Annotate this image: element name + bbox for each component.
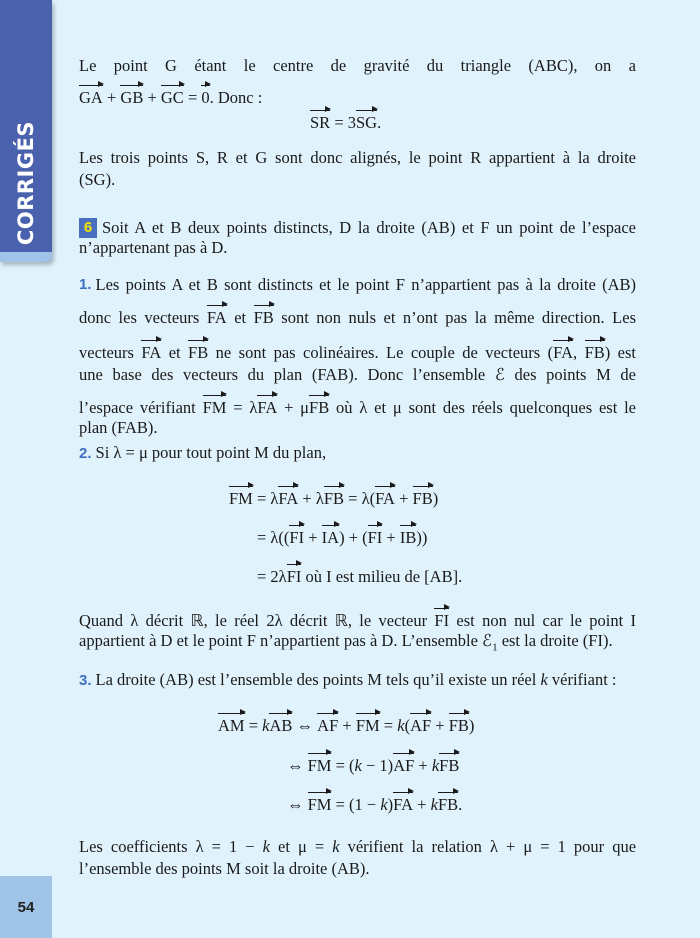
question-number: 1. (79, 276, 92, 293)
text-line: une base des vecteurs du plan (FAB). Donc l’ensemble ℰ des points M de (79, 365, 636, 384)
variable: k (262, 837, 270, 856)
equation-row: ⇔ FM = (1 − k)FA + kFB. (287, 795, 463, 814)
vector: FA (278, 489, 299, 508)
section-label: CORRIGÉS (14, 120, 38, 246)
vector: FB (253, 308, 274, 327)
variable: k (397, 716, 405, 735)
exercise-6-line (79, 218, 636, 238)
question-3-line (79, 670, 636, 691)
text-line: appartient à D et le point F n’appartient pas à D. L’ensemble ℰ$_1$ est la droite (FI). (79, 631, 613, 654)
vector: SG (356, 113, 378, 132)
text-line: Les points A et B sont distincts et le point F n’appartient pas à la droite (AB) (95, 275, 636, 294)
vector: FB (412, 489, 433, 508)
vector: FM (307, 756, 332, 775)
text-line: GA + GB + GC = 0. Donc : (79, 88, 263, 107)
exercise-number-badge: 6 (79, 218, 97, 238)
vector: IA (321, 528, 340, 547)
text-line: donc les vecteurs FA et FB sont non nuls et n’ont pas la même direction. Les (79, 308, 636, 327)
vector: FA (553, 343, 573, 362)
vector: AF (317, 716, 339, 735)
vector: FM (202, 398, 227, 417)
variable: k (332, 837, 340, 856)
page-number: 54 (17, 899, 35, 916)
vector: FA (206, 308, 227, 327)
equation-row: FM = λFA + λFB = λ(FA + FB) (229, 489, 439, 508)
equation-row: ⇔ FM = (k − 1)AF + kFB (287, 756, 460, 775)
vector: AB (269, 716, 293, 735)
vector: FA (375, 489, 395, 508)
vector: FB (439, 756, 460, 775)
variable: k (262, 716, 270, 735)
vector: GC (160, 88, 184, 107)
vector: FA (257, 398, 278, 417)
vector: FM (307, 795, 332, 814)
vector: FI (289, 528, 305, 547)
corriges-side-tab (0, 0, 52, 262)
text-line: Les coefficients λ = 1 − k et μ = k vérifient la relation λ + μ = 1 pour que (79, 837, 637, 856)
variable: k (380, 795, 388, 814)
vector: FB (323, 489, 345, 508)
vector: FA (393, 795, 414, 814)
subscript: 1 (492, 641, 498, 654)
tab-band (0, 252, 52, 262)
variable: k (540, 670, 548, 689)
variable: k (354, 756, 362, 775)
equation-row: = 2λFI où I est milieu de [AB]. (257, 567, 463, 586)
vector: GB (120, 88, 144, 107)
vector: GA (79, 88, 103, 107)
text-line: Soit A et B deux points distincts, D la droite (AB) et F un point de l’espace (102, 218, 636, 237)
text-line: vecteurs FA et FB ne sont pas colinéaires. Le couple de vecteurs (FA, FB) est (79, 343, 636, 362)
text-line: Les trois points S, R et G sont donc alignés, le point R appartient à la droite (79, 148, 636, 167)
text-line: Le point G étant le centre de gravité du triangle (ABC), on a (79, 56, 636, 75)
question-2-line (79, 443, 636, 464)
vector: FB (309, 398, 330, 417)
equation-row: AM = kAB ⇔ AF + FM = k(AF + FB) (218, 716, 475, 735)
vector: FM (229, 489, 253, 508)
vector: FB (437, 795, 459, 814)
text-line: plan (FAB). (79, 418, 158, 437)
text-line: l’ensemble des points M soit la droite (AB). (79, 859, 370, 878)
equation: SR = 3SG. (310, 113, 382, 132)
vector: FI (367, 528, 383, 547)
text-line: Quand λ décrit ℝ, le réel 2λ décrit ℝ, le vecteur FI est non nul car le point I (79, 611, 636, 630)
question-number: 3. (79, 672, 92, 689)
vector: 0 (201, 88, 210, 107)
text-line: La droite (AB) est l’ensemble des points M tels qu’il existe un réel k vérifiant : (95, 670, 617, 689)
vector: SR (310, 113, 331, 132)
variable: k (431, 756, 440, 775)
vector: FM (355, 716, 380, 735)
vector: AF (410, 716, 432, 735)
text-line: n’appartenant pas à D. (79, 238, 228, 257)
vector: FI (286, 567, 302, 586)
text-line: (SG). (79, 170, 116, 189)
question-number: 2. (79, 445, 92, 462)
vector: FB (448, 716, 469, 735)
question-1-line (79, 275, 636, 295)
vector: FA (141, 343, 162, 362)
vector: IB (399, 528, 417, 547)
vector: AF (393, 756, 415, 775)
vector: FI (434, 611, 450, 630)
vector: AM (218, 716, 245, 735)
text-line: l’espace vérifiant FM = λFA + μFB où λ et μ sont des réels quelconques est le (79, 398, 637, 417)
vector: FB (584, 343, 605, 362)
text-line: Si λ = μ pour tout point M du plan, (95, 443, 327, 462)
page-number-box (0, 876, 52, 938)
equation-row: = λ((FI + IA) + (FI + IB)) (257, 528, 428, 547)
vector: FB (188, 343, 209, 362)
variable: k (430, 795, 438, 814)
